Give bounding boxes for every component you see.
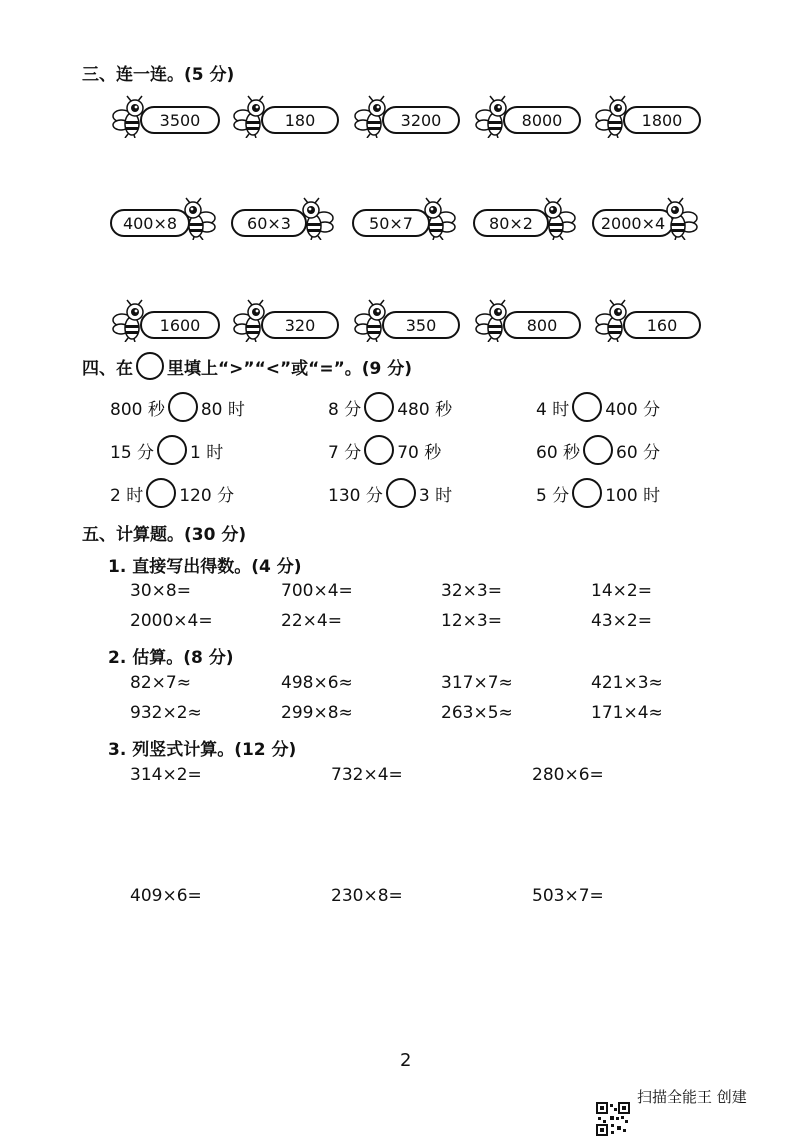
compare-item bbox=[110, 392, 245, 422]
estimate-item[interactable]: 171×4≈ bbox=[591, 703, 663, 723]
compare-right: 60 分 bbox=[616, 442, 661, 463]
calc-item[interactable]: 43×2= bbox=[591, 611, 652, 631]
circle-symbol bbox=[136, 352, 164, 380]
scanner-credit: 扫描全能王 创建 bbox=[637, 1088, 747, 1106]
compare-left: 800 秒 bbox=[110, 399, 165, 420]
calc-item[interactable]: 2000×4= bbox=[130, 611, 213, 631]
compare-right: 100 时 bbox=[605, 485, 661, 506]
compare-right: 3 时 bbox=[418, 485, 453, 506]
compare-circle[interactable] bbox=[572, 392, 602, 422]
compare-right: 1 时 bbox=[190, 442, 224, 463]
compare-item bbox=[536, 392, 660, 422]
compare-circle[interactable] bbox=[168, 392, 198, 422]
estimate-item[interactable]: 317×7≈ bbox=[441, 673, 513, 693]
match-answer-bottom[interactable]: 320 bbox=[261, 311, 339, 339]
question-3-title: 3. 列竖式计算。(12 分) bbox=[108, 740, 297, 760]
section-4-title-suffix: 里填上“>”“<”或“=”。(9 分) bbox=[167, 358, 413, 379]
section-3-title: 三、连一连。(5 分) bbox=[82, 65, 235, 85]
calc-item[interactable]: 14×2= bbox=[591, 581, 652, 601]
compare-circle[interactable] bbox=[146, 478, 176, 508]
section-4-title-prefix: 四、在 bbox=[82, 358, 133, 379]
compare-right: 70 秒 bbox=[397, 442, 442, 463]
compare-left: 5 分 bbox=[536, 485, 570, 506]
match-answer-top[interactable]: 3500 bbox=[140, 106, 220, 134]
bee-icon bbox=[540, 196, 580, 240]
match-expression[interactable]: 80×2 bbox=[473, 209, 549, 237]
qr-code-icon bbox=[596, 1102, 630, 1136]
compare-right: 480 秒 bbox=[397, 399, 453, 420]
compare-circle[interactable] bbox=[583, 435, 613, 465]
vertical-calc-item[interactable]: 503×7= bbox=[532, 886, 604, 906]
match-answer-bottom[interactable]: 800 bbox=[503, 311, 581, 339]
compare-circle[interactable] bbox=[364, 435, 394, 465]
section-5-title: 五、计算题。(30 分) bbox=[82, 525, 247, 545]
compare-right: 400 分 bbox=[605, 399, 661, 420]
compare-circle[interactable] bbox=[157, 435, 187, 465]
vertical-calc-item[interactable]: 230×8= bbox=[331, 886, 403, 906]
compare-item bbox=[328, 435, 441, 465]
compare-left: 15 分 bbox=[110, 442, 155, 463]
compare-right: 120 分 bbox=[179, 485, 235, 506]
match-answer-bottom[interactable]: 350 bbox=[382, 311, 460, 339]
calc-item[interactable]: 30×8= bbox=[130, 581, 191, 601]
estimate-item[interactable]: 421×3≈ bbox=[591, 673, 663, 693]
compare-left: 4 时 bbox=[536, 399, 570, 420]
compare-left: 130 分 bbox=[328, 485, 383, 506]
compare-circle[interactable] bbox=[364, 392, 394, 422]
compare-item bbox=[328, 478, 452, 508]
compare-item bbox=[110, 435, 223, 465]
compare-left: 60 秒 bbox=[536, 442, 581, 463]
compare-item bbox=[328, 392, 452, 422]
bee-icon bbox=[420, 196, 460, 240]
bee-icon bbox=[662, 196, 702, 240]
match-answer-bottom[interactable]: 160 bbox=[623, 311, 701, 339]
vertical-calc-item[interactable]: 314×2= bbox=[130, 765, 202, 785]
compare-circle[interactable] bbox=[572, 478, 602, 508]
estimate-item[interactable]: 932×2≈ bbox=[130, 703, 202, 723]
estimate-item[interactable]: 299×8≈ bbox=[281, 703, 353, 723]
estimate-item[interactable]: 263×5≈ bbox=[441, 703, 513, 723]
section-4-title bbox=[82, 352, 412, 380]
compare-left: 8 分 bbox=[328, 399, 362, 420]
calc-item[interactable]: 32×3= bbox=[441, 581, 502, 601]
match-expression[interactable]: 400×8 bbox=[110, 209, 190, 237]
vertical-calc-item[interactable]: 732×4= bbox=[331, 765, 403, 785]
compare-circle[interactable] bbox=[386, 478, 416, 508]
vertical-calc-item[interactable]: 280×6= bbox=[532, 765, 604, 785]
vertical-calc-item[interactable]: 409×6= bbox=[130, 886, 202, 906]
match-answer-top[interactable]: 3200 bbox=[382, 106, 460, 134]
match-expression[interactable]: 50×7 bbox=[352, 209, 430, 237]
bee-icon bbox=[298, 196, 338, 240]
compare-item bbox=[110, 478, 234, 508]
compare-left: 7 分 bbox=[328, 442, 362, 463]
estimate-item[interactable]: 498×6≈ bbox=[281, 673, 353, 693]
estimate-item[interactable]: 82×7≈ bbox=[130, 673, 191, 693]
match-answer-top[interactable]: 1800 bbox=[623, 106, 701, 134]
compare-item bbox=[536, 478, 660, 508]
compare-right: 80 时 bbox=[200, 399, 245, 420]
match-expression[interactable]: 2000×4 bbox=[592, 209, 674, 237]
match-answer-top[interactable]: 180 bbox=[261, 106, 339, 134]
match-answer-bottom[interactable]: 1600 bbox=[140, 311, 220, 339]
question-1-title: 1. 直接写出得数。(4 分) bbox=[108, 557, 302, 577]
calc-item[interactable]: 700×4= bbox=[281, 581, 353, 601]
compare-item bbox=[536, 435, 660, 465]
calc-item[interactable]: 12×3= bbox=[441, 611, 502, 631]
calc-item[interactable]: 22×4= bbox=[281, 611, 342, 631]
compare-left: 2 时 bbox=[110, 485, 144, 506]
bee-icon bbox=[180, 196, 220, 240]
match-expression[interactable]: 60×3 bbox=[231, 209, 307, 237]
page-number: 2 bbox=[400, 1050, 412, 1071]
question-2-title: 2. 估算。(8 分) bbox=[108, 648, 234, 668]
match-answer-top[interactable]: 8000 bbox=[503, 106, 581, 134]
